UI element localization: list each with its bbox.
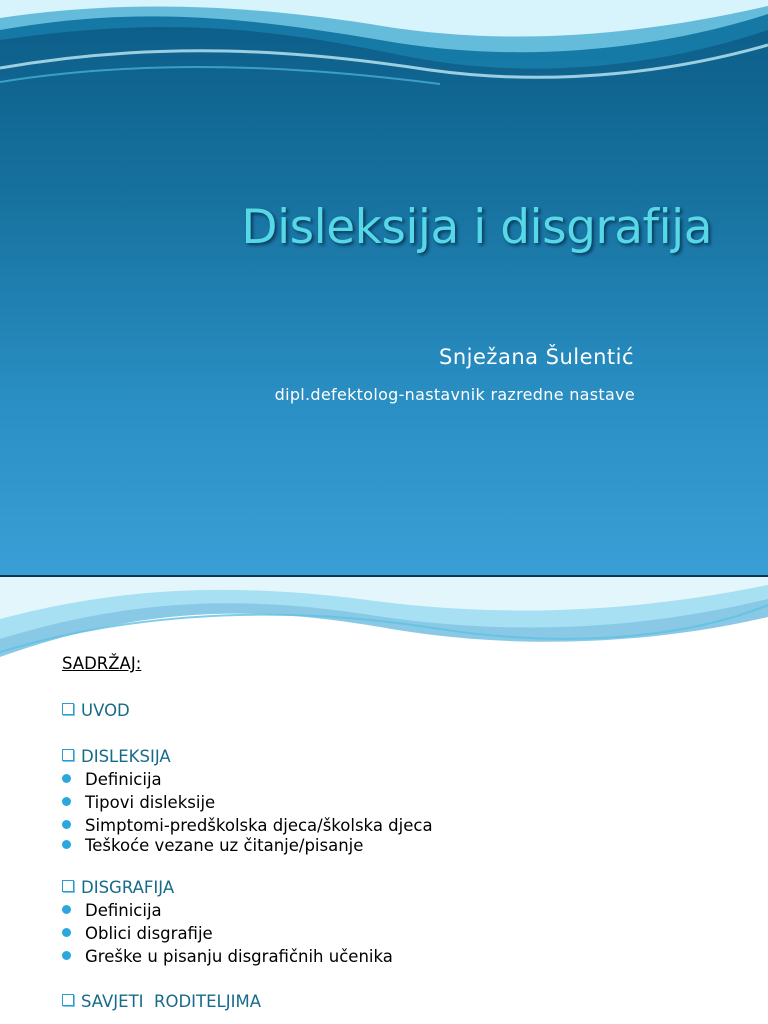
list-item-text: Greške u pisanju disgrafičnih učenika: [85, 947, 393, 966]
checkbox-square-icon: [62, 703, 74, 715]
section-label: DISGRAFIJA: [81, 878, 175, 897]
section-label: UVOD: [81, 701, 130, 720]
list-item-text: Teškoće vezane uz čitanje/pisanje: [85, 836, 364, 855]
author-name: Snježana Šulentić: [439, 345, 634, 369]
author-role: dipl.defektolog-nastavnik razredne nastave: [274, 385, 635, 404]
list-item: [62, 924, 213, 943]
list-item: [62, 836, 363, 855]
checkbox-square-icon: [62, 749, 74, 761]
section-uvod: [62, 701, 130, 720]
checkbox-square-icon: [62, 880, 74, 892]
section-label: SAVJETI RODITELJIMA: [81, 992, 262, 1011]
list-item: [62, 901, 162, 920]
section-disleksija: [62, 747, 171, 766]
list-item: [62, 770, 162, 789]
list-item: [62, 816, 433, 835]
round-bullet-icon: [62, 905, 71, 914]
contents-slide: [0, 577, 768, 1024]
round-bullet-icon: [62, 797, 71, 806]
slide-title: Disleksija i disgrafija: [241, 200, 712, 255]
contents-heading: SADRŽAJ:: [62, 654, 142, 673]
list-item-text: Definicija: [85, 770, 162, 789]
section-savjeti-roditeljima: [62, 992, 261, 1011]
round-bullet-icon: [62, 928, 71, 937]
list-item-text: Tipovi disleksije: [85, 793, 216, 812]
list-item-text: Oblici disgrafije: [85, 924, 213, 943]
list-item: [62, 793, 215, 812]
list-item-text: Simptomi-predškolska djeca/školska djeca: [85, 816, 433, 835]
checkbox-square-icon: [62, 994, 74, 1006]
section-label: DISLEKSIJA: [81, 747, 171, 766]
list-item: [62, 947, 393, 966]
round-bullet-icon: [62, 820, 71, 829]
list-item-text: Definicija: [85, 901, 162, 920]
round-bullet-icon: [62, 774, 71, 783]
wave-decoration: [0, 0, 768, 100]
round-bullet-icon: [62, 840, 71, 849]
round-bullet-icon: [62, 951, 71, 960]
section-disgrafija: [62, 878, 174, 897]
